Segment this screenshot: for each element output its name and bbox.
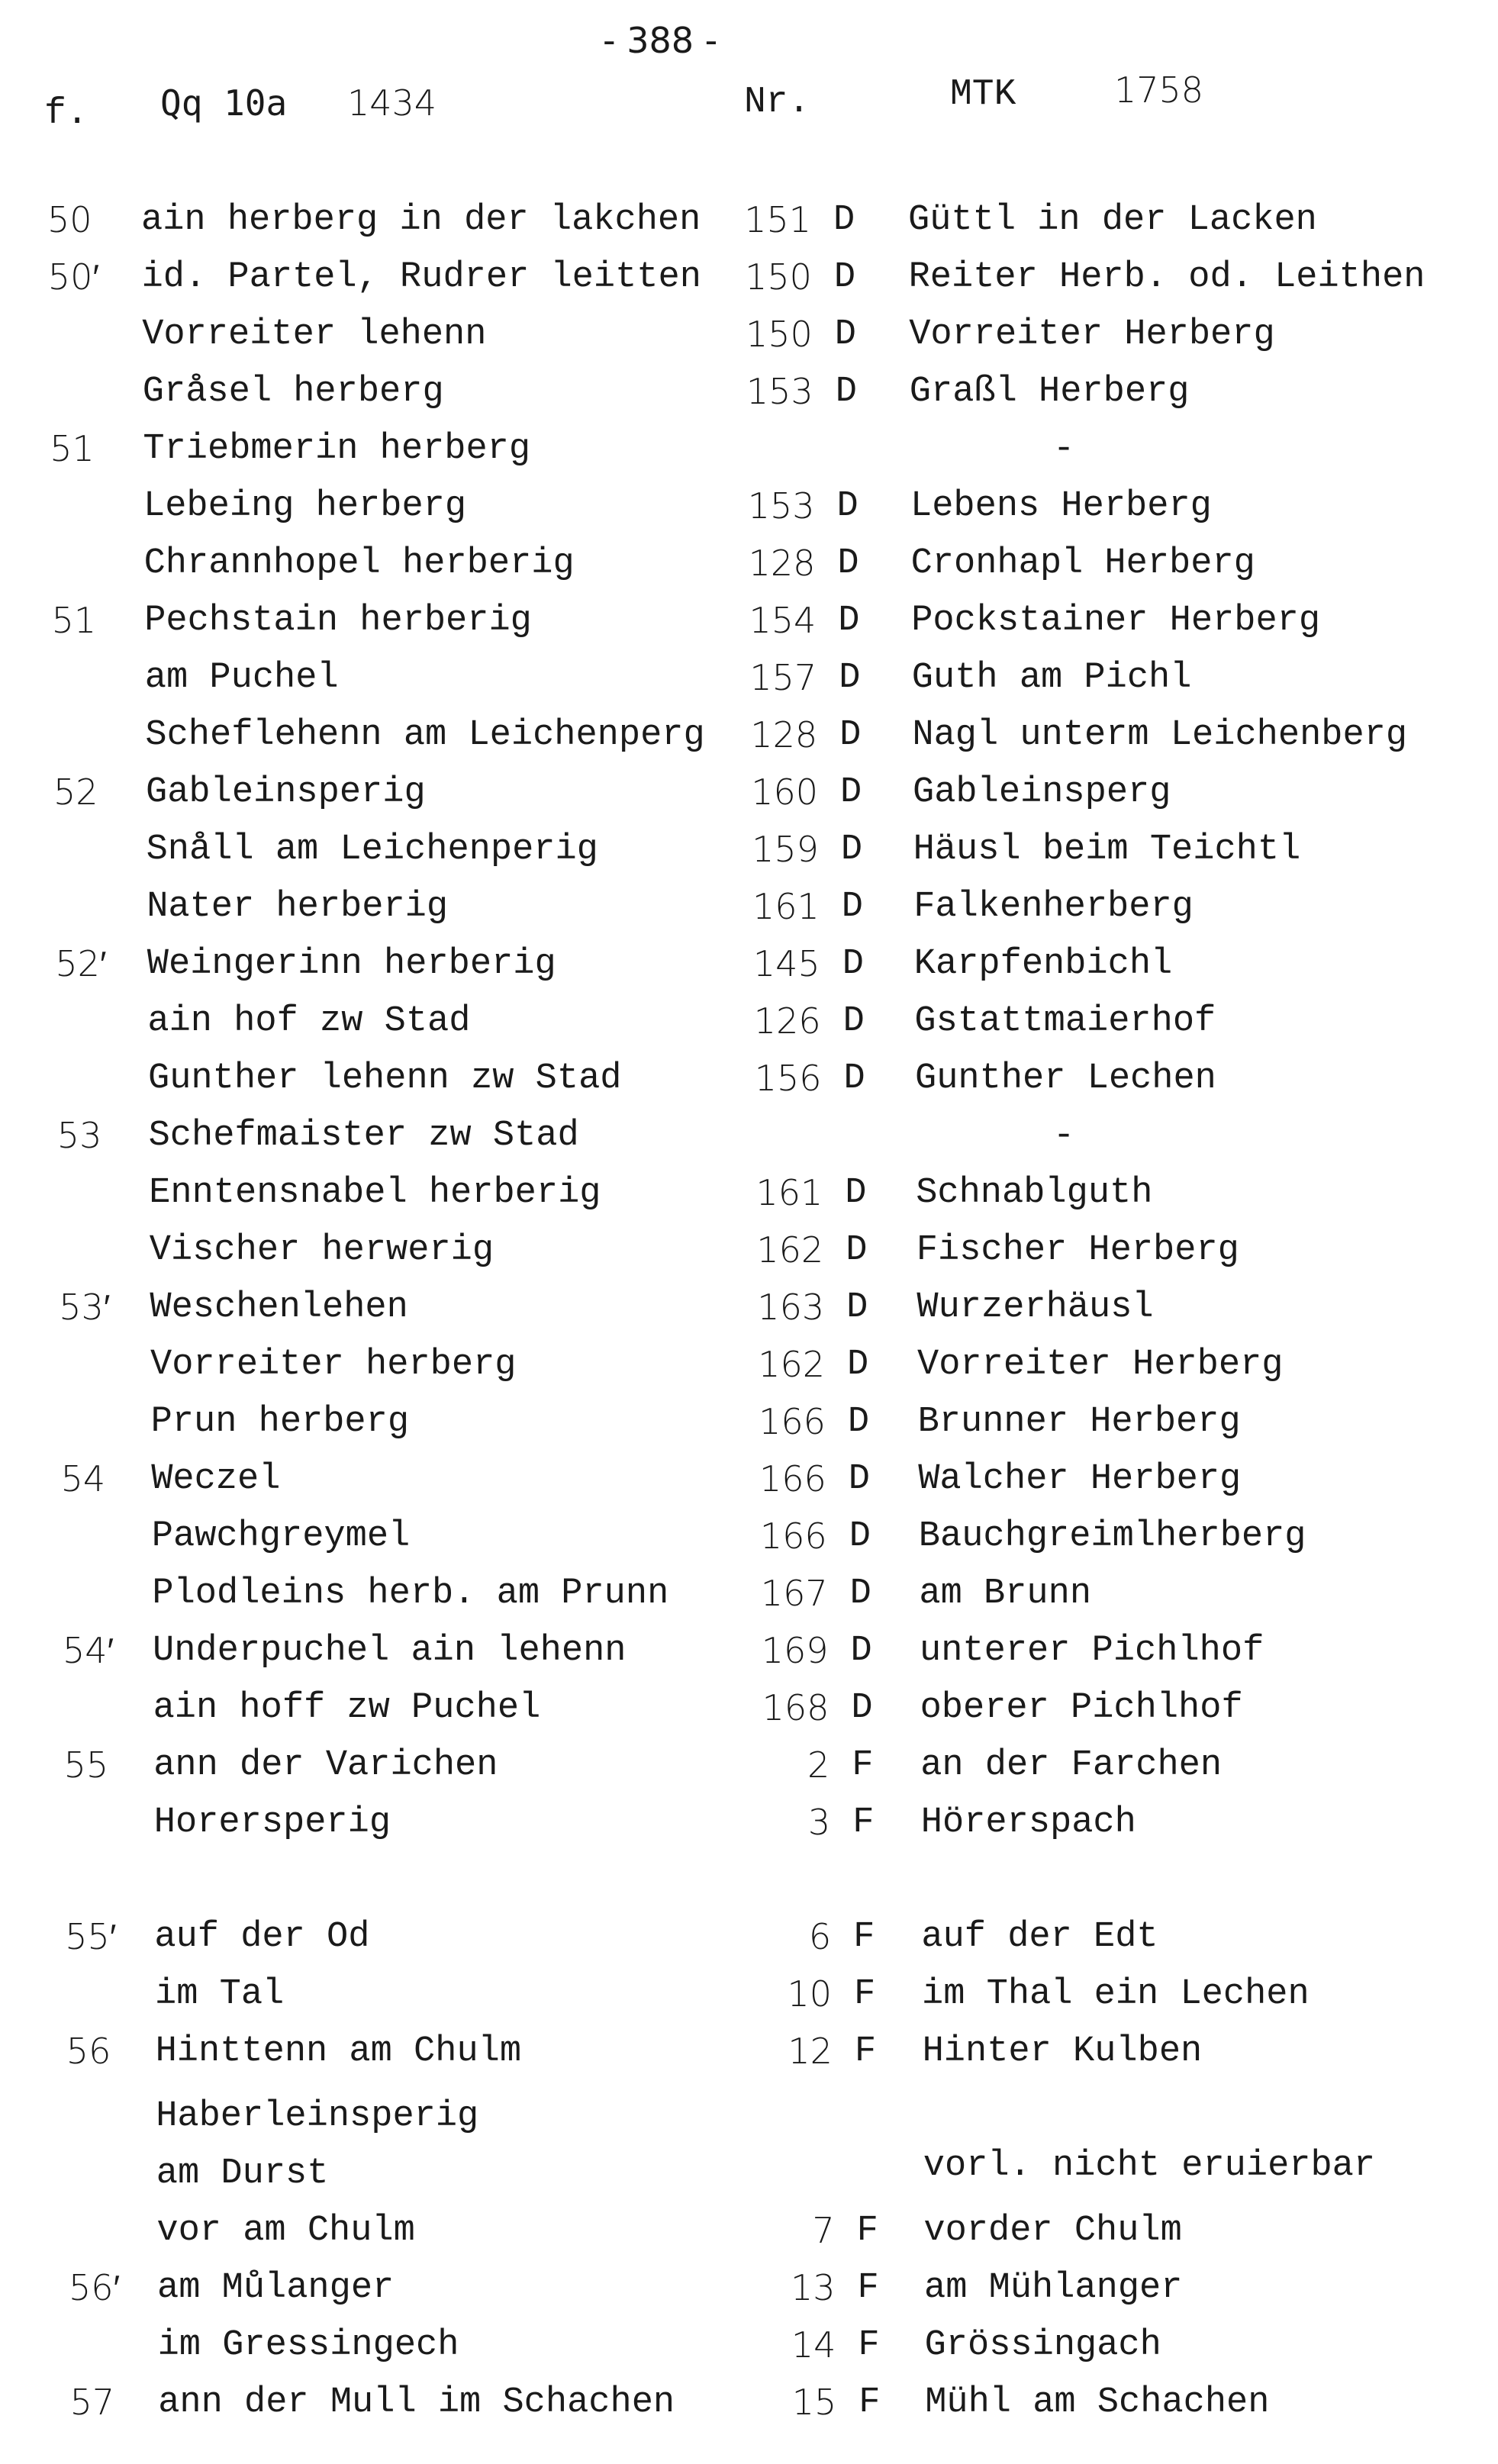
entry-1434: auf der Od bbox=[154, 1917, 370, 1957]
table-row bbox=[0, 2098, 1498, 2147]
mtk-letter: D bbox=[843, 1058, 865, 1099]
entry-1758: im Thal ein Lechen bbox=[922, 1974, 1310, 2015]
entry-1434: im Gressingech bbox=[157, 2325, 459, 2366]
mtk-number: 161 bbox=[755, 1172, 823, 1213]
folio-number: 52′ bbox=[55, 943, 107, 984]
folio-number: 51 bbox=[50, 428, 95, 469]
table-row bbox=[0, 428, 1498, 480]
mtk-number: 10 bbox=[787, 1973, 832, 2015]
mtk-number: 163 bbox=[757, 1287, 825, 1328]
mtk-letter: D bbox=[841, 887, 864, 927]
folio-number: 55 bbox=[63, 1744, 109, 1786]
table-row bbox=[0, 256, 1498, 308]
folio-number: 51 bbox=[51, 600, 97, 641]
entry-1758: Fischer Herberg bbox=[916, 1230, 1239, 1271]
entry-1434: Pechstain herberig bbox=[144, 601, 532, 641]
entry-1434: ain hoff zw Puchel bbox=[153, 1688, 541, 1728]
entry-1434: Horersperig bbox=[153, 1802, 391, 1843]
header-mtk: MTK bbox=[950, 74, 1016, 115]
table-row bbox=[0, 1401, 1498, 1453]
mtk-number: 160 bbox=[751, 771, 818, 813]
table-row bbox=[0, 1287, 1498, 1338]
mtk-letter: D bbox=[839, 658, 861, 698]
table-row bbox=[0, 600, 1498, 652]
entry-1434: Nater herberig bbox=[147, 887, 449, 927]
entry-1434: ann der Mull im Schachen bbox=[158, 2382, 675, 2423]
entry-1758: Vorreiter Herberg bbox=[917, 1345, 1284, 1385]
mtk-letter: D bbox=[834, 314, 857, 355]
mtk-letter: D bbox=[833, 257, 856, 298]
entry-1434: Plodleins herb. am Prunn bbox=[152, 1573, 669, 1614]
entry-1758: Hörerspach bbox=[920, 1802, 1136, 1843]
mtk-letter: D bbox=[846, 1230, 868, 1271]
mtk-number: 150 bbox=[746, 314, 813, 355]
table-row bbox=[0, 2031, 1498, 2082]
mtk-letter: D bbox=[836, 486, 859, 527]
mtk-number: 154 bbox=[749, 600, 817, 641]
entry-1434: Prun herberg bbox=[150, 1402, 410, 1442]
entry-1758: Falkenherberg bbox=[913, 887, 1194, 927]
mtk-letter: D bbox=[849, 1516, 871, 1557]
mtk-number: 169 bbox=[761, 1630, 829, 1671]
table-row bbox=[0, 1744, 1498, 1796]
mtk-letter: F bbox=[854, 2031, 877, 2072]
entry-1434: Hinttenn am Chulm bbox=[155, 2031, 522, 2072]
entry-1758: Guth am Pichl bbox=[911, 658, 1192, 698]
header-year-1758: 1758 bbox=[1114, 69, 1204, 111]
mtk-letter: F bbox=[852, 1745, 874, 1786]
table-row bbox=[0, 1973, 1498, 2025]
table-row bbox=[0, 543, 1498, 594]
folio-number: 53 bbox=[56, 1115, 102, 1156]
folio-number: 50′ bbox=[47, 256, 99, 298]
missing-dash: - bbox=[1053, 1116, 1075, 1156]
entry-1434: Weingerinn herberig bbox=[147, 944, 556, 984]
mtk-letter: D bbox=[838, 601, 860, 641]
entry-1758: Grössingach bbox=[924, 2325, 1161, 2366]
entry-1434: Chrannhopel herberig bbox=[143, 543, 575, 584]
mtk-number: 128 bbox=[748, 543, 816, 584]
table-row bbox=[0, 2324, 1498, 2376]
entry-1434: Vorreiter lehenn bbox=[142, 314, 487, 355]
table-row bbox=[0, 1000, 1498, 1052]
table-row bbox=[0, 714, 1498, 766]
folio-number: 55′ bbox=[65, 1916, 117, 1957]
mtk-letter: D bbox=[851, 1688, 873, 1728]
mtk-number: 12 bbox=[788, 2031, 833, 2072]
entry-1758: Schnablguth bbox=[916, 1173, 1153, 1213]
table-row bbox=[0, 1344, 1498, 1396]
mtk-number: 159 bbox=[752, 829, 819, 870]
mtk-letter: D bbox=[842, 944, 864, 984]
entry-1434: Vischer herwerig bbox=[149, 1230, 495, 1271]
page-number: - 388 - bbox=[603, 20, 718, 61]
table-row bbox=[0, 2146, 1498, 2205]
mtk-letter: D bbox=[842, 1001, 865, 1042]
entry-1758: unterer Pichlhof bbox=[920, 1631, 1264, 1671]
entry-1758: Karpfenbichl bbox=[913, 944, 1173, 984]
table-row bbox=[0, 2267, 1498, 2319]
entry-1434: Gableinsperig bbox=[146, 772, 426, 813]
entry-1434: Gunther lehenn zw Stad bbox=[148, 1058, 622, 1099]
mtk-letter: D bbox=[849, 1573, 871, 1614]
entry-1758: Bauchgreimlherberg bbox=[918, 1516, 1306, 1557]
mtk-letter: F bbox=[858, 2325, 880, 2366]
mtk-number: 3 bbox=[807, 1802, 831, 1843]
missing-dash: - bbox=[1053, 429, 1075, 469]
mtk-number: 150 bbox=[745, 256, 812, 298]
mtk-number: 14 bbox=[791, 2324, 836, 2366]
table-row bbox=[0, 1802, 1498, 1854]
entry-1758: Wurzerhäusl bbox=[917, 1287, 1154, 1328]
entry-1434: Enntensnabel herberig bbox=[149, 1173, 601, 1213]
entry-1758: Vorreiter Herberg bbox=[909, 314, 1275, 355]
entry-1758: Lebens Herberg bbox=[910, 486, 1212, 527]
entry-1434: ann der Varichen bbox=[153, 1745, 498, 1786]
entry-1758: Mühl am Schachen bbox=[925, 2382, 1270, 2423]
mtk-number: 161 bbox=[752, 886, 820, 927]
entry-1758: auf der Edt bbox=[921, 1917, 1158, 1957]
entry-1758: Pockstainer Herberg bbox=[911, 601, 1321, 641]
entry-1434: am Durst bbox=[156, 2153, 329, 2194]
table-row bbox=[0, 1687, 1498, 1739]
entry-1758: am Brunn bbox=[919, 1573, 1092, 1614]
table-row bbox=[0, 1916, 1498, 1968]
mtk-number: 166 bbox=[759, 1458, 826, 1499]
mtk-number: 153 bbox=[747, 485, 815, 527]
mtk-letter: D bbox=[833, 200, 855, 240]
table-row bbox=[0, 886, 1498, 938]
entry-1434: Underpuchel ain lehenn bbox=[153, 1631, 627, 1671]
mtk-number: 6 bbox=[808, 1916, 832, 1957]
entry-1434: Snåll am Leichenperig bbox=[146, 829, 598, 870]
entry-1434: vor am Chulm bbox=[156, 2211, 415, 2251]
entry-1434: am Můlanger bbox=[157, 2268, 395, 2308]
mtk-letter: F bbox=[854, 1974, 876, 2015]
mtk-letter: F bbox=[852, 1802, 875, 1843]
mtk-letter: D bbox=[847, 1402, 870, 1442]
mtk-number: 151 bbox=[744, 199, 811, 240]
mtk-letter: D bbox=[846, 1287, 868, 1328]
entry-1434: im Tal bbox=[155, 1974, 285, 2015]
entry-1434: Haberleinsperig bbox=[156, 2096, 479, 2137]
folio-number: 56 bbox=[66, 2031, 111, 2072]
mtk-number: 128 bbox=[750, 714, 818, 755]
mtk-letter: D bbox=[845, 1173, 867, 1213]
mtk-letter: F bbox=[859, 2382, 881, 2423]
header-nr: Nr. bbox=[744, 82, 810, 123]
table-row bbox=[0, 1573, 1498, 1625]
table-row bbox=[0, 2382, 1498, 2433]
entry-1758: Reiter Herb. od. Leithen bbox=[908, 257, 1426, 298]
entry-1758: oberer Pichlhof bbox=[920, 1688, 1243, 1728]
entry-1758: vorder Chulm bbox=[923, 2211, 1182, 2251]
mtk-number: 156 bbox=[754, 1058, 822, 1099]
mtk-letter: D bbox=[840, 829, 863, 870]
folio-number: 54′ bbox=[63, 1630, 114, 1671]
header-year-1434: 1434 bbox=[347, 82, 437, 124]
mtk-letter: D bbox=[848, 1459, 871, 1499]
folio-number: 57 bbox=[69, 2382, 115, 2423]
table-row bbox=[0, 829, 1498, 881]
table-row bbox=[0, 2210, 1498, 2262]
entry-1434: id. Partel, Rudrer leitten bbox=[141, 257, 701, 298]
mtk-letter: D bbox=[840, 772, 862, 813]
table-row bbox=[0, 1058, 1498, 1110]
mtk-number: 126 bbox=[753, 1000, 821, 1042]
table-row bbox=[0, 657, 1498, 709]
entry-1434: Pawchgreymel bbox=[151, 1516, 411, 1557]
mtk-number: 157 bbox=[749, 657, 817, 698]
mtk-number: 166 bbox=[759, 1401, 826, 1442]
folio-number: 56′ bbox=[69, 2267, 121, 2308]
mtk-letter: D bbox=[835, 372, 857, 412]
entry-1434: ain herberg in der lakchen bbox=[141, 200, 701, 240]
entry-1434: Scheflehenn am Leichenperg bbox=[145, 715, 705, 755]
entry-1434: Vorreiter herberg bbox=[150, 1345, 517, 1385]
entry-1758: Hinter Kulben bbox=[922, 2031, 1203, 2072]
folio-number: 50 bbox=[47, 199, 92, 240]
entry-1434: Triebmerin herberg bbox=[143, 429, 531, 469]
table-row bbox=[0, 1115, 1498, 1167]
table-row bbox=[0, 1515, 1498, 1567]
table-row bbox=[0, 371, 1498, 423]
mtk-letter: D bbox=[850, 1631, 872, 1671]
mtk-number: 7 bbox=[812, 2210, 835, 2251]
entry-1758: Brunner Herberg bbox=[917, 1402, 1241, 1442]
table-row bbox=[0, 1229, 1498, 1281]
mtk-letter: D bbox=[837, 543, 859, 584]
entry-1434: am Puchel bbox=[144, 658, 339, 698]
entry-1434: Weczel bbox=[151, 1459, 281, 1499]
mtk-number: 166 bbox=[759, 1515, 827, 1557]
mtk-letter: D bbox=[839, 715, 862, 755]
mtk-number: 15 bbox=[791, 2382, 837, 2423]
table-row bbox=[0, 1630, 1498, 1682]
table-row bbox=[0, 485, 1498, 537]
entry-1758: an der Farchen bbox=[920, 1745, 1223, 1786]
table-row bbox=[0, 199, 1498, 251]
entry-1758: Güttl in der Lacken bbox=[908, 200, 1317, 240]
entry-1758: am Mühlanger bbox=[924, 2268, 1183, 2308]
header-source: Qq 10a bbox=[160, 82, 288, 124]
folio-number: 54 bbox=[60, 1458, 106, 1499]
entry-1434: Lebeing herberg bbox=[143, 486, 467, 527]
entry-1758: Häusl beim Teichtl bbox=[913, 829, 1301, 870]
table-row bbox=[0, 314, 1498, 366]
mtk-number: 162 bbox=[756, 1229, 824, 1271]
entry-1434: Weschenlehen bbox=[150, 1287, 408, 1328]
mtk-letter: F bbox=[856, 2211, 878, 2251]
folio-number: 53′ bbox=[59, 1287, 111, 1328]
entry-1758: Gunther Lechen bbox=[915, 1058, 1216, 1099]
folio-number: 52 bbox=[53, 771, 98, 813]
header-f: f. bbox=[44, 93, 89, 134]
mtk-letter: F bbox=[857, 2268, 879, 2308]
entry-1758: Gstattmaierhof bbox=[914, 1001, 1216, 1042]
entry-1434: ain hof zw Stad bbox=[147, 1001, 471, 1042]
table-row bbox=[0, 1172, 1498, 1224]
entry-1758: Walcher Herberg bbox=[918, 1459, 1242, 1499]
mtk-letter: D bbox=[847, 1345, 869, 1385]
mtk-number: 153 bbox=[746, 371, 813, 412]
mtk-number: 168 bbox=[762, 1687, 830, 1728]
table-row bbox=[0, 771, 1498, 823]
mtk-letter: F bbox=[853, 1917, 875, 1957]
mtk-number: 2 bbox=[807, 1744, 830, 1786]
entry-1758: Cronhapl Herberg bbox=[910, 543, 1255, 584]
mtk-number: 145 bbox=[752, 943, 820, 984]
entry-1758: Gableinsperg bbox=[913, 772, 1171, 813]
mtk-number: 167 bbox=[760, 1573, 828, 1614]
table-row bbox=[0, 943, 1498, 995]
entry-1434: Schefmaister zw Stad bbox=[148, 1116, 579, 1156]
entry-1758: Nagl unterm Leichenberg bbox=[912, 715, 1408, 755]
table-row bbox=[0, 1458, 1498, 1510]
entry-1434: Gråsel herberg bbox=[142, 372, 444, 412]
mtk-number: 13 bbox=[790, 2267, 836, 2308]
entry-1758: vorl. nicht eruierbar bbox=[923, 2146, 1376, 2186]
mtk-number: 162 bbox=[758, 1344, 825, 1385]
entry-1758: Graßl Herberg bbox=[909, 372, 1190, 412]
